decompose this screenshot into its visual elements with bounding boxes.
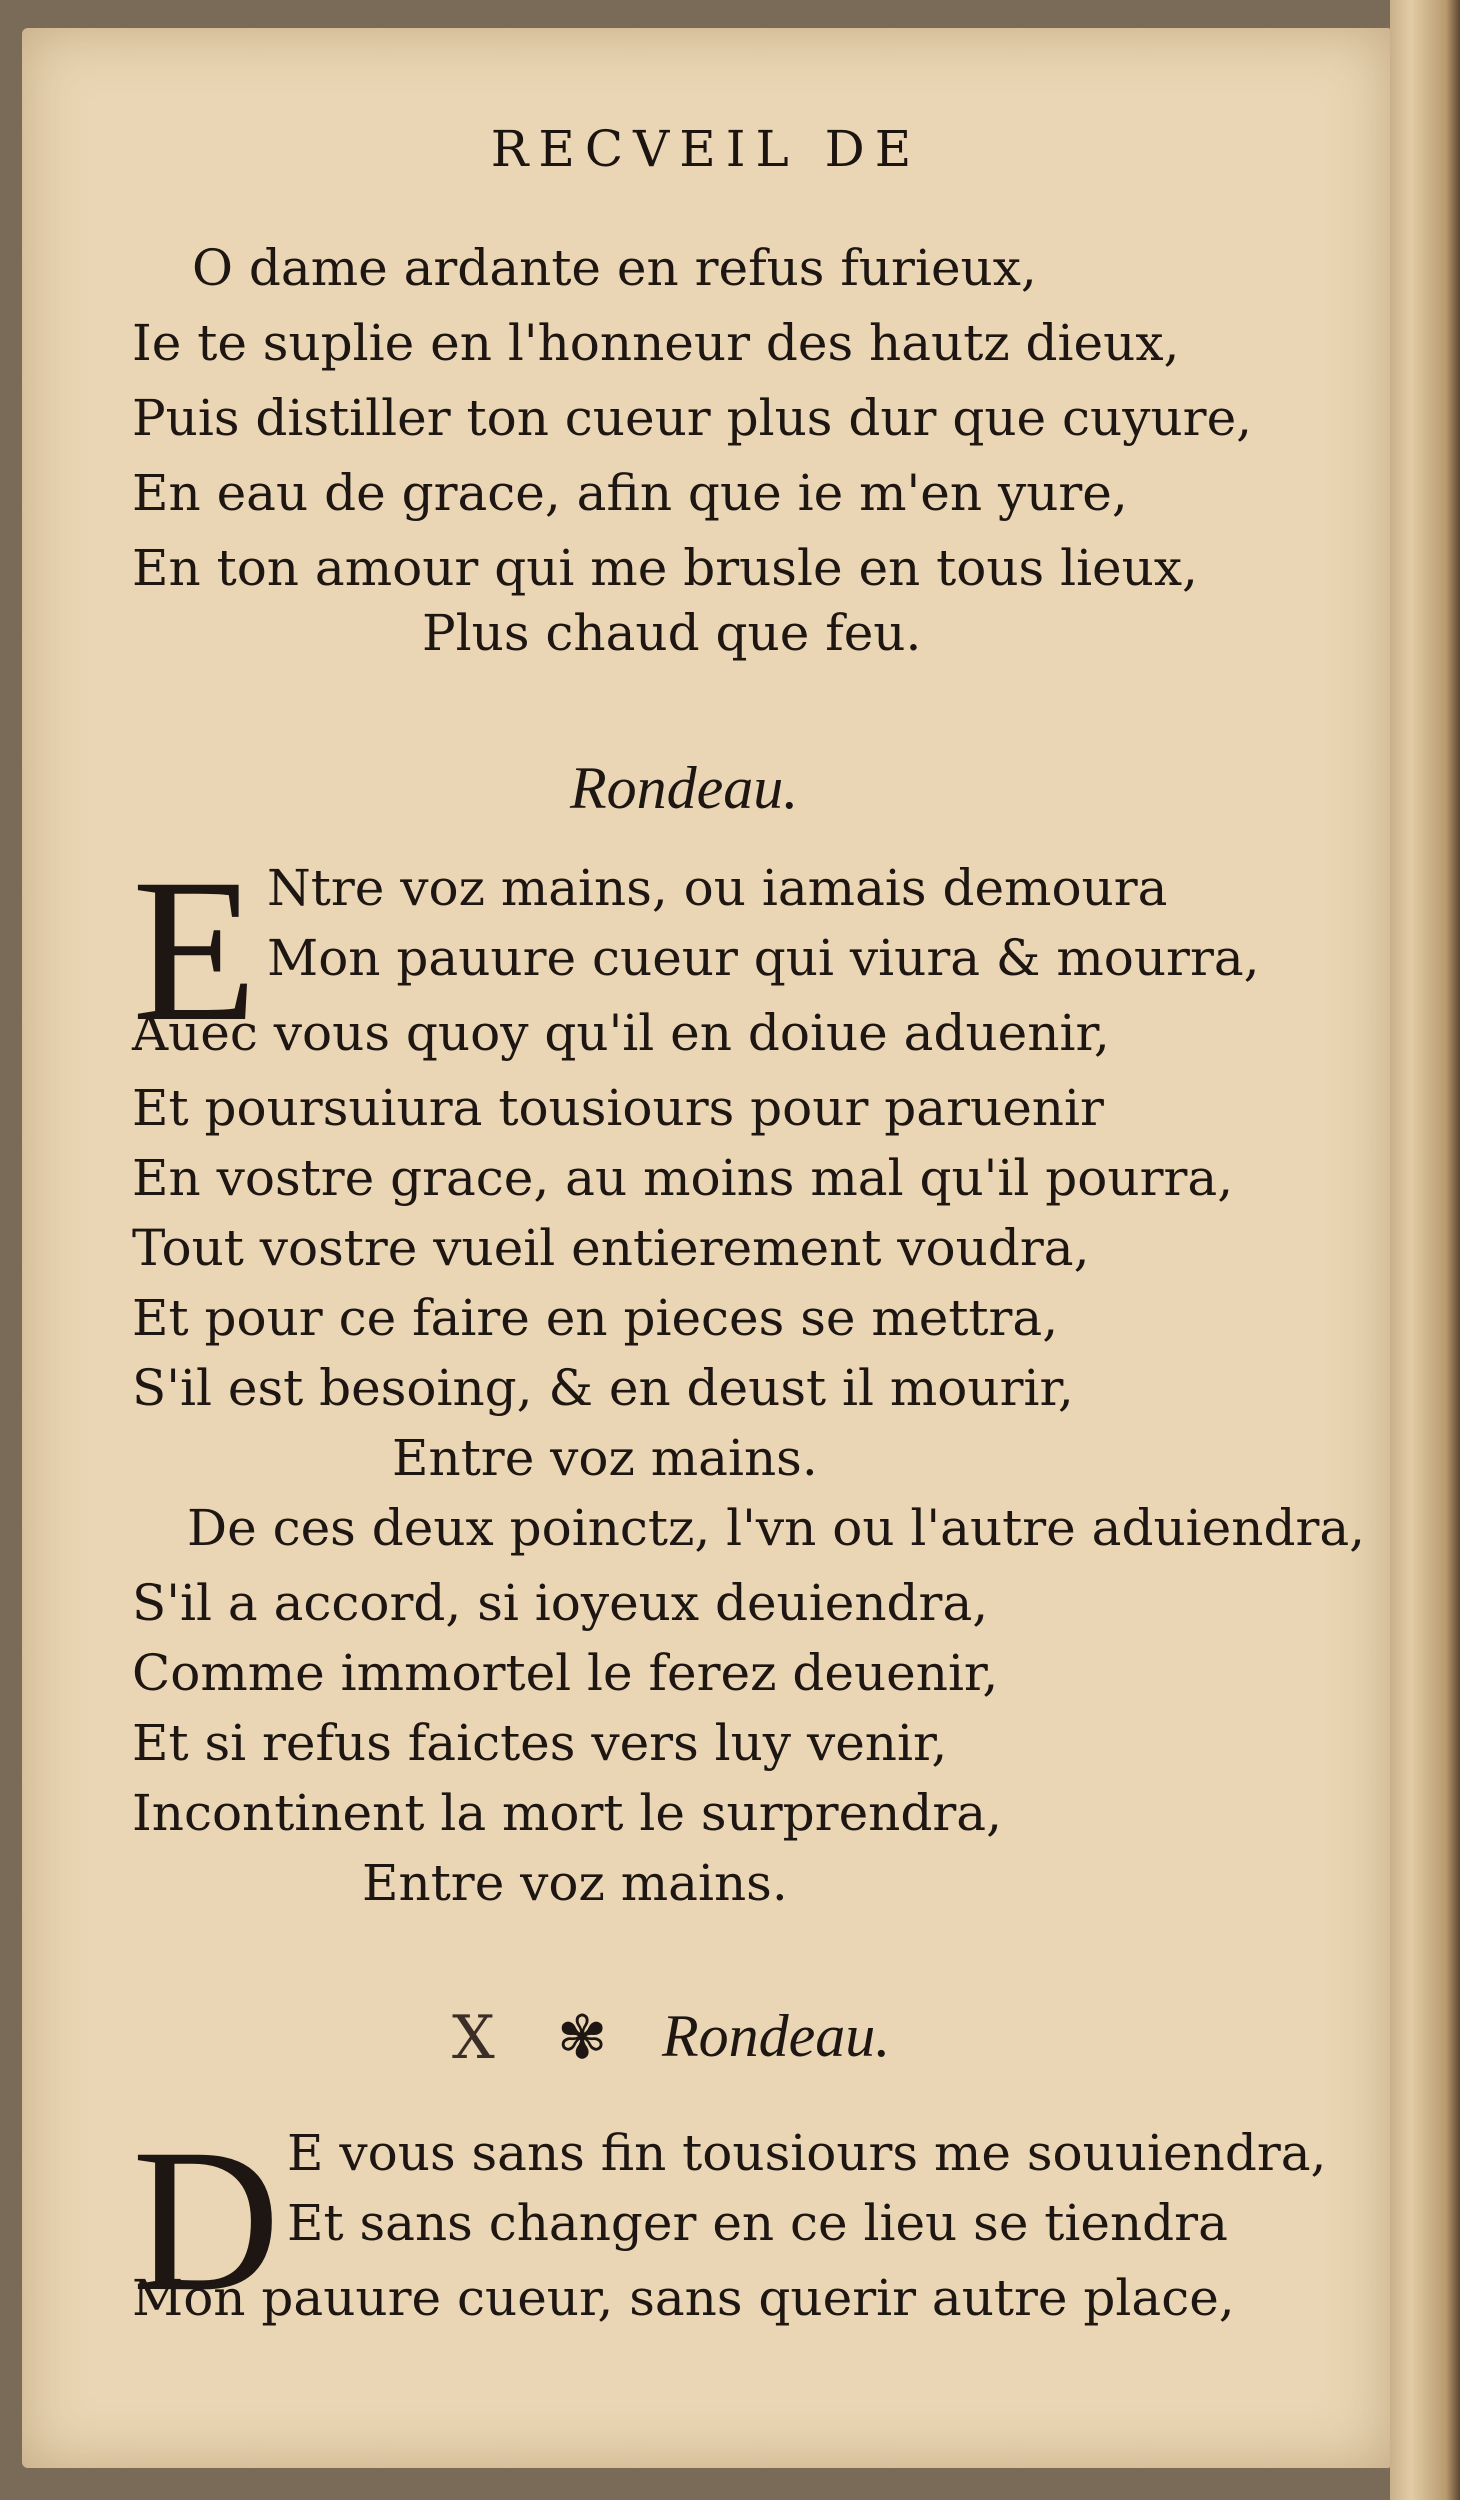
poem-line: Auec vous quoy qu'il en doiue aduenir, xyxy=(132,1004,1110,1062)
section-heading: Rondeau. xyxy=(662,2003,891,2069)
poem-line: Puis distiller ton cueur plus dur que cuyure, xyxy=(132,389,1253,447)
poem-line: Entre voz mains. xyxy=(362,1854,788,1912)
drop-cap: D xyxy=(132,2107,281,2334)
poem-line: Et si refus faictes vers luy venir, xyxy=(132,1714,948,1772)
drop-cap: E xyxy=(132,837,258,1064)
poem-line: Comme immortel le ferez deuenir, xyxy=(132,1644,999,1702)
poem-line: Et pour ce faire en pieces se mettra, xyxy=(132,1289,1059,1347)
poem-line: Tout vostre vueil entierement voudra, xyxy=(132,1219,1090,1277)
poem-line: Plus chaud que feu. xyxy=(422,604,922,662)
running-header: RECVEIL DE xyxy=(490,120,922,178)
poem-line: Mon pauure cueur, sans querir autre place, xyxy=(132,2269,1235,2327)
poem-line: En ton amour qui me brusle en tous lieux, xyxy=(132,539,1198,597)
poem-line: E vous sans fin tousiours me souuiendra, xyxy=(287,2124,1327,2182)
poem-line: O dame ardante en refus furieux, xyxy=(192,239,1037,297)
poem-line: Ie te suplie en l'honneur des hautz dieux, xyxy=(132,314,1180,372)
poem-line: Et sans changer en ce lieu se tiendra xyxy=(287,2194,1228,2252)
poem-line: De ces deux poinctz, l'vn ou l'autre aduiendra, xyxy=(187,1499,1366,1557)
book-spine xyxy=(1390,0,1460,2500)
poem-line: S'il est besoing, & en deust il mourir, xyxy=(132,1359,1074,1417)
book-page xyxy=(22,28,1390,2468)
poem-line: En eau de grace, afin que ie m'en yure, xyxy=(132,464,1128,522)
section-heading: Rondeau. xyxy=(570,755,799,821)
poem-line: Incontinent la mort le surprendra, xyxy=(132,1784,1002,1842)
poem-line: En vostre grace, au moins mal qu'il pourra, xyxy=(132,1149,1234,1207)
marginal-mark: X xyxy=(452,2003,495,2073)
poem-line: Mon pauure cueur qui viura & mourra, xyxy=(267,929,1260,987)
poem-line: S'il a accord, si ioyeux deuiendra, xyxy=(132,1574,989,1632)
poem-line: Ntre voz mains, ou iamais demoura xyxy=(267,859,1168,917)
ornament-icon: ✾ xyxy=(557,2003,608,2073)
poem-line: Et poursuiura tousiours pour paruenir xyxy=(132,1079,1104,1137)
poem-line: Entre voz mains. xyxy=(392,1429,818,1487)
